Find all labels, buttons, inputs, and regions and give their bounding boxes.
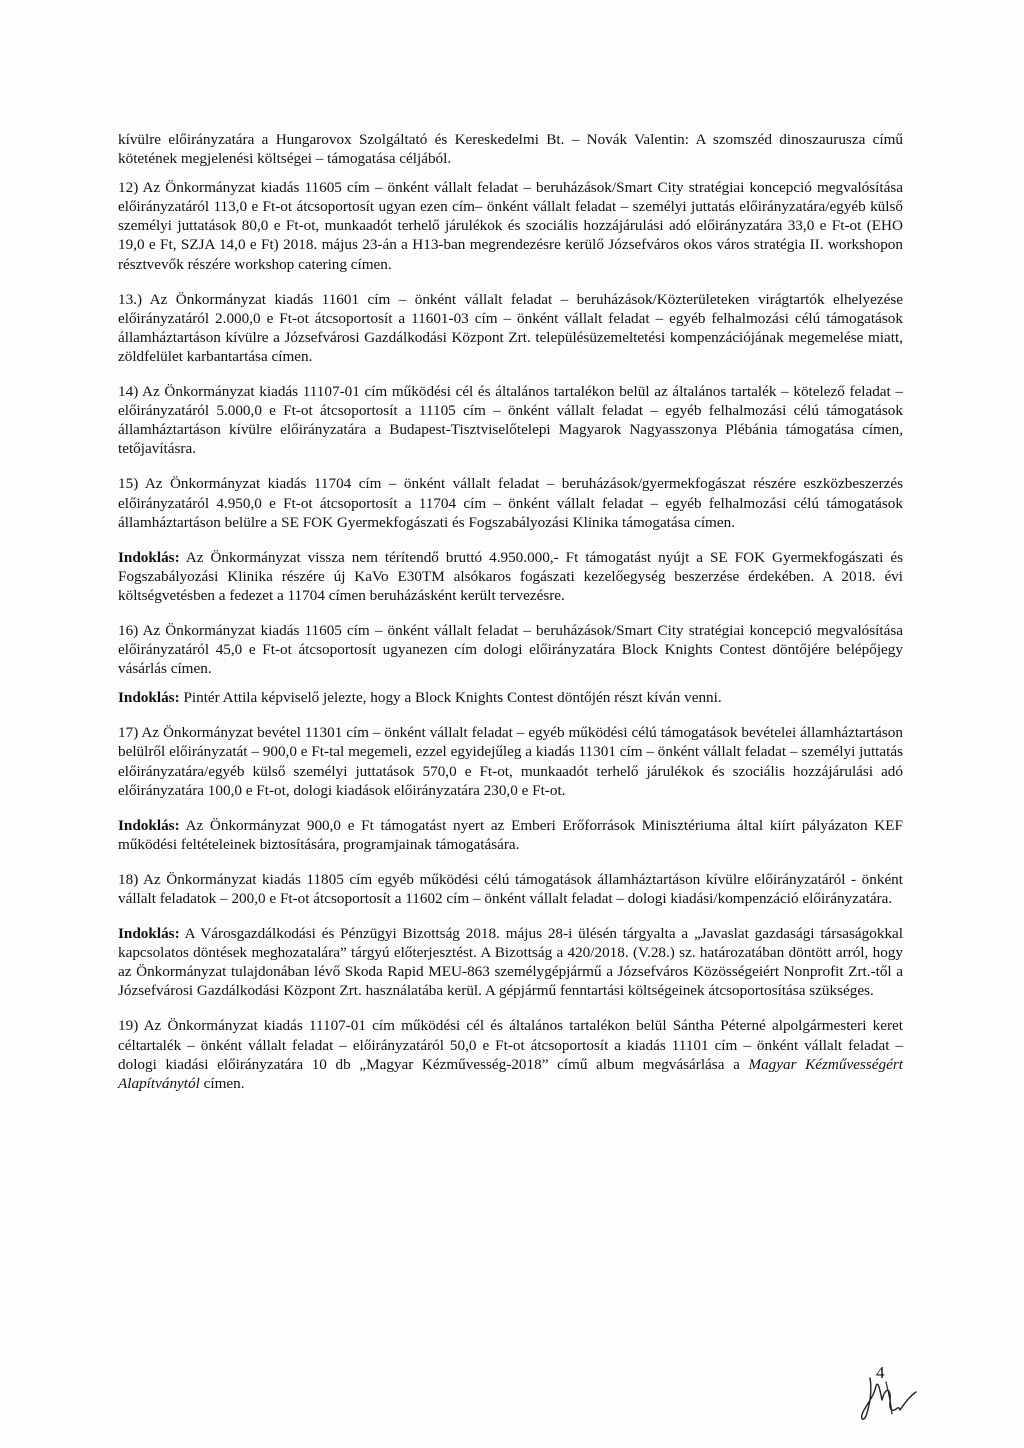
paragraph-14: 14) Az Önkormányzat kiadás 11107-01 cím működési cél és általános tartalékon belül az általános tartalék – kötelező feladat – előirányzatáról 5.000,0 e Ft-ot átcsoportosít a 11105 cím – önként vállalt feladat – egyéb felhalmozási célú támogatások államháztartáson kívülre előirányzatára a Budapest-Tisztviselőtelepi Magyarok Nagyasszonya Plébánia támogatása címen, tetőjavításra. [118,383,903,458]
justification-15 [118,548,903,605]
paragraph-13: 13.) Az Önkormányzat kiadás 11601 cím – önként vállalt feladat – beruházások/Közterületeken virágtartók elhelyezése előirányzatáról 2.000,0 e Ft-ot átcsoportosít a 11601-03 cím – önként vállalt feladat – egyéb felhalmozási célú támogatások államháztartáson kívülre a Józsefvárosi Gazdálkodási Központ Zrt. településüzemeltetési kompenzációjának megemelése miatt, zöldfelület karbantartása címen. [118,290,903,365]
justification-18 [118,924,903,1000]
paragraph-18: 18) Az Önkormányzat kiadás 11805 cím egyéb működési célú támogatások államháztartáson kívülre előirányzatáról - önként vállalt feladatok – 200,0 e Ft-ot átcsoportosít a 11602 cím – önként vállalt feladat – dologi kiadási/kompenzáció előirányzatára. [118,870,903,907]
document-body [118,130,903,1109]
justification-label: Indoklás: [118,689,180,707]
paragraph-15: 15) Az Önkormányzat kiadás 11704 cím – önként vállalt feladat – beruházások/gyermekfogászat részére eszközbeszerzés előirányzatáról 4.950,0 e Ft-ot átcsoportosít a 11704 cím – önként vállalt feladat – egyéb felhalmozási célú támogatások államháztartáson belülre a SE FOK Gyermekfogászati és Fogszabályozási Klinika támogatása címen. [118,475,903,531]
justification-text: Pintér Attila képviselő jelezte, hogy a Block Knights Contest döntőjén részt kíván venni. [183,689,722,707]
paragraph-16: 16) Az Önkormányzat kiadás 11605 cím – önként vállalt feladat – beruházások/Smart City stratégiai koncepció megvalósítása előirányzatáról 45,0 e Ft-ot átcsoportosít ugyanezen cím dologi előirányzatára Block Knights Contest döntőjére belépőjegy vásárlás címen. [118,621,903,678]
paragraph-17: 17) Az Önkormányzat bevétel 11301 cím – önként vállalt feladat – egyéb működési célú támogatások bevételei államháztartáson belülről előirányzatát – 900,0 e Ft-tal megemeli, ezzel egyidejűleg a kiadás 11301 cím – önként vállalt feladat – személyi juttatás előirányzatára/egyéb külső személyi juttatások 570,0 e Ft-ot, munkaadót terhelő járulékok és szociális hozzájárulási adó előirányzatára 100,0 e Ft-ot, dologi kiadások előirányzatára 230,0 e Ft-ot. [118,724,903,799]
justification-16 [118,688,903,707]
paragraph-19-italic: Magyar Kézművességért Alapítványtól [118,1055,903,1092]
justification-label: Indoklás: [118,816,180,834]
justification-text: Az Önkormányzat vissza nem térítendő bruttó 4.950.000,- Ft támogatást nyújt a SE FOK Gyermekfogászati és Fogszabályozási Klinika részére új KaVo E30TM alsókaros fogászati kezelőegység beszerzése érdekében. A 2018. évi költségvetésben a fedezet a 11704 címen beruházásként került tervezésre. [118,548,903,604]
page-number: 4 [876,1363,885,1382]
justification-text: A Városgazdálkodási és Pénzügyi Bizottság 2018. május 28-i ülésén tárgyalta a „Javaslat gazdasági társaságokkal kapcsolatos döntések meghozatalára” tárgyú előterjesztést. A Bizottság a 420/2018. (V.28.) sz. határozatában döntött arról, hogy az Önkormányzat tulajdonában lévő Skoda Rapid MEU-863 személygépjármű a Józsefváros Közösségeiért Nonprofit Zrt.-től a Józsefvárosi Gazdálkodási Központ Zrt. használatába kerül. A gépjármű fenntartási költségeinek átcsoportosítása szükséges. [118,925,903,1000]
justification-text: Az Önkormányzat 900,0 e Ft támogatást nyert az Emberi Erőforrások Minisztériuma által kiírt pályázaton KEF működési feltételeinek biztosítására, programjainak támogatására. [118,816,903,853]
paragraph-19-text: 19) Az Önkormányzat kiadás 11107-01 cím működési cél és általános tartalékon belül Sántha Péterné alpolgármesteri keret céltartalék – önként vállalt feladat – előirányzatáról 50,0 e Ft-ot átcsoportosít a kiadás 11101 cím – önként vállalt feladat – dologi kiadási előirányzatára 10 db „Magyar Kézművesség-2018” című album megvásárlása a [118,1017,903,1073]
paragraph-19-end: címen. [199,1074,245,1092]
justification-label: Indoklás: [118,925,180,943]
intro-paragraph: kívülre előirányzatára a Hungarovox Szolgáltató és Kereskedelmi Bt. – Novák Valentin: A szomszéd dinoszaurusza című kötetének megjelenési költségei – támogatása céljából. [118,131,903,168]
justification-17 [118,816,903,854]
paragraph-19 [118,1016,903,1092]
paragraph-12: 12) Az Önkormányzat kiadás 11605 cím – önként vállalt feladat – beruházások/Smart City stratégiai koncepció megvalósítása előirányzatáról 113,0 e Ft-ot átcsoportosít ugyan ezen cím– önként vállalt feladat – személyi juttatás előirányzatára/egyéb külső személyi juttatások 80,0 e Ft-ot, munkaadót terhelő járulékok és szociális hozzájárulási adó előirányzatára 33,0 e Ft-ot (EHO 19,0 e Ft, SZJA 14,0 e Ft) 2018. május 23-án a H13-ban megrendezésre kerülő Józsefváros okos város stratégia II. workshopon résztvevők részére workshop catering címen. [118,179,903,273]
justification-label: Indoklás: [118,548,180,566]
handwritten-signature [858,1364,928,1424]
